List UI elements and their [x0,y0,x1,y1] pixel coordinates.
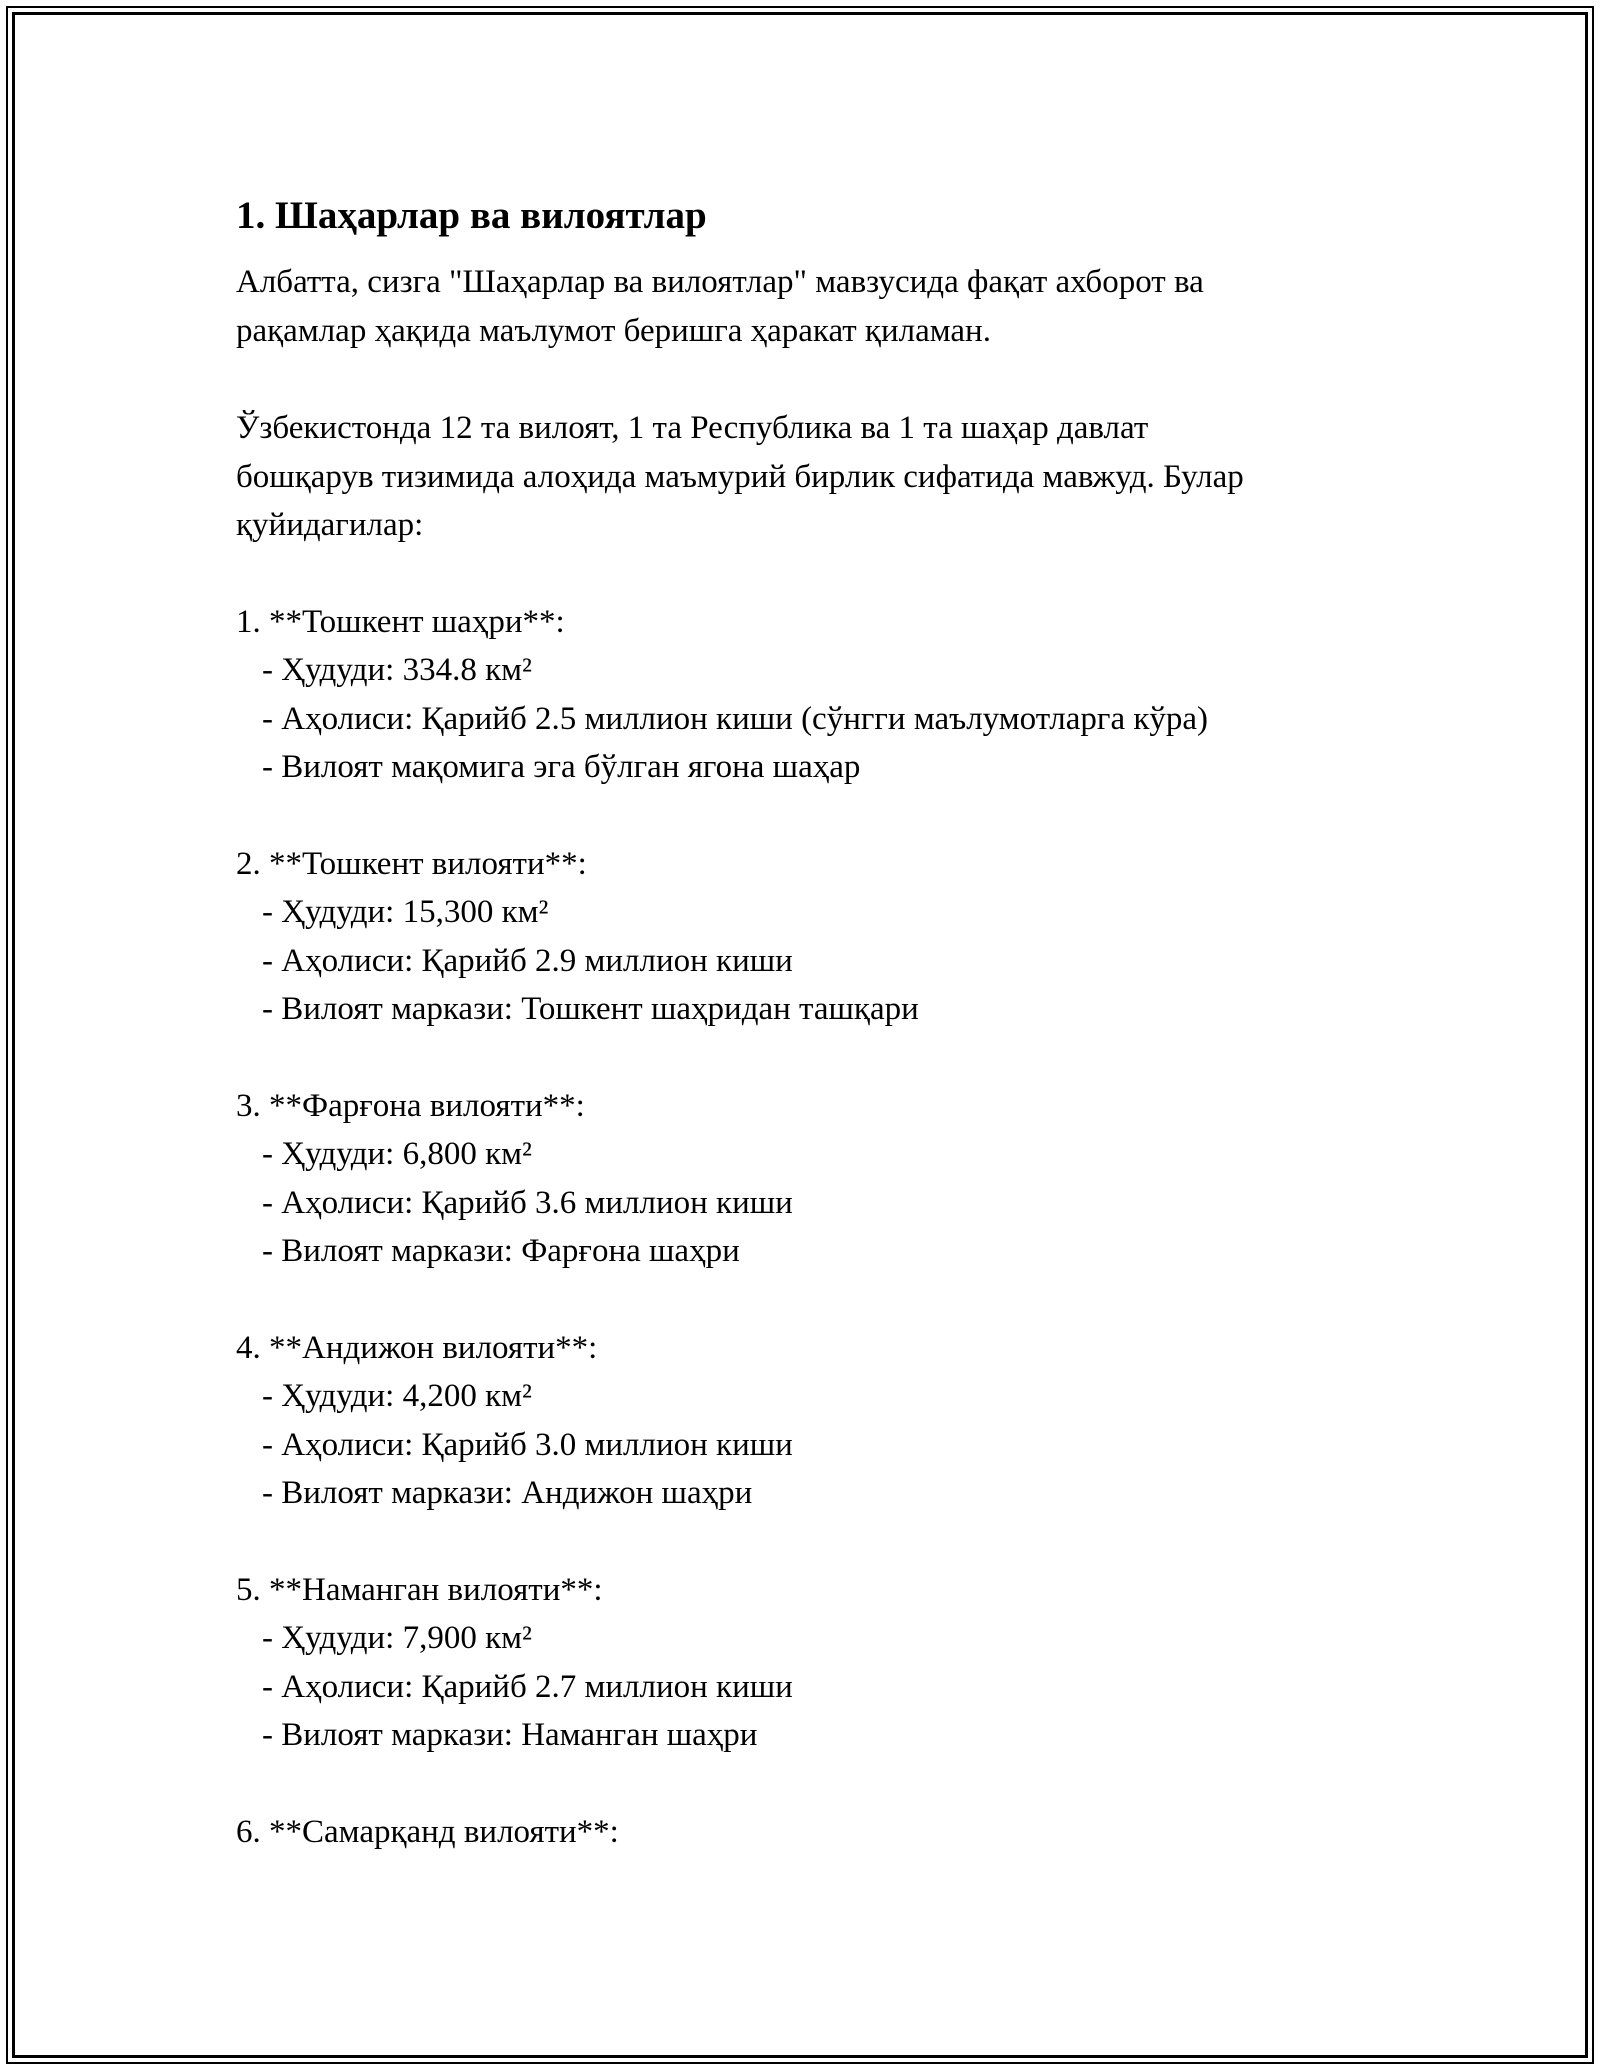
region-fact-area: - Ҳудуди: 334.8 км² [262,652,532,688]
paragraph-line: рақамлар ҳақида маълумот беришга ҳаракат қиламан. [236,312,991,349]
paragraph-line: Албатта, сизга "Шаҳарлар ва вилоятлар" мавзусида фақат ахборот ва [236,264,1204,300]
region-title: 4. **Андижон вилояти**: [236,1329,598,1366]
overview-paragraph [236,404,1386,550]
region-fact-population: - Аҳолиси: Қарийб 2.9 миллион киши [262,942,793,979]
region-item-tashkent-city [236,598,1386,792]
region-title: 2. **Тошкент вилояти**: [236,845,587,882]
region-fact-center: - Вилоят маркази: Андижон шаҳри [262,1475,753,1511]
region-fact-area: - Ҳудуди: 4,200 км² [262,1378,532,1414]
region-fact-population: - Аҳолиси: Қарийб 2.7 миллион киши [262,1668,793,1705]
region-fact-population: - Аҳолиси: Қарийб 3.6 миллион киши [262,1184,793,1221]
document-body [236,186,1386,1856]
region-title: 1. **Тошкент шаҳри**: [236,603,565,640]
paragraph-line: бошқарув тизимида алоҳида маъмурий бирлик сифатида мавжуд. Булар [236,458,1244,495]
region-title: 5. **Наманган вилояти**: [236,1571,603,1608]
region-item-samarkand [236,1808,1386,1857]
region-fact-population: - Аҳолиси: Қарийб 2.5 миллион киши (сўнгги маълумотларга кўра) [262,700,1209,737]
intro-paragraph [236,258,1386,355]
region-fact-center: - Вилоят маркази: Наманган шаҳри [262,1717,758,1753]
paragraph-line: Ўзбекистонда 12 та вилоят, 1 та Республика ва 1 та шаҳар давлат [236,410,1149,446]
document-heading: 1. Шаҳарлар ва вилоятлар [236,194,707,237]
region-item-namangan [236,1566,1386,1760]
paragraph-line: қуйидагилар: [236,507,424,543]
region-fact-area: - Ҳудуди: 6,800 км² [262,1136,532,1172]
region-fact-area: - Ҳудуди: 15,300 км² [262,894,549,930]
region-fact-center: - Вилоят маркази: Тошкент шаҳридан ташқари [262,991,919,1027]
region-fact-status: - Вилоят мақомига эга бўлган ягона шаҳар [262,749,861,785]
region-fact-population: - Аҳолиси: Қарийб 3.0 миллион киши [262,1426,793,1463]
region-item-andijan [236,1324,1386,1518]
region-item-fergana [236,1082,1386,1276]
region-fact-center: - Вилоят маркази: Фарғона шаҳри [262,1233,740,1269]
region-title: 3. **Фарғона вилояти**: [236,1087,585,1124]
region-title: 6. **Самарқанд вилояти**: [236,1813,619,1850]
region-item-tashkent-region [236,840,1386,1034]
region-fact-area: - Ҳудуди: 7,900 км² [262,1620,532,1656]
